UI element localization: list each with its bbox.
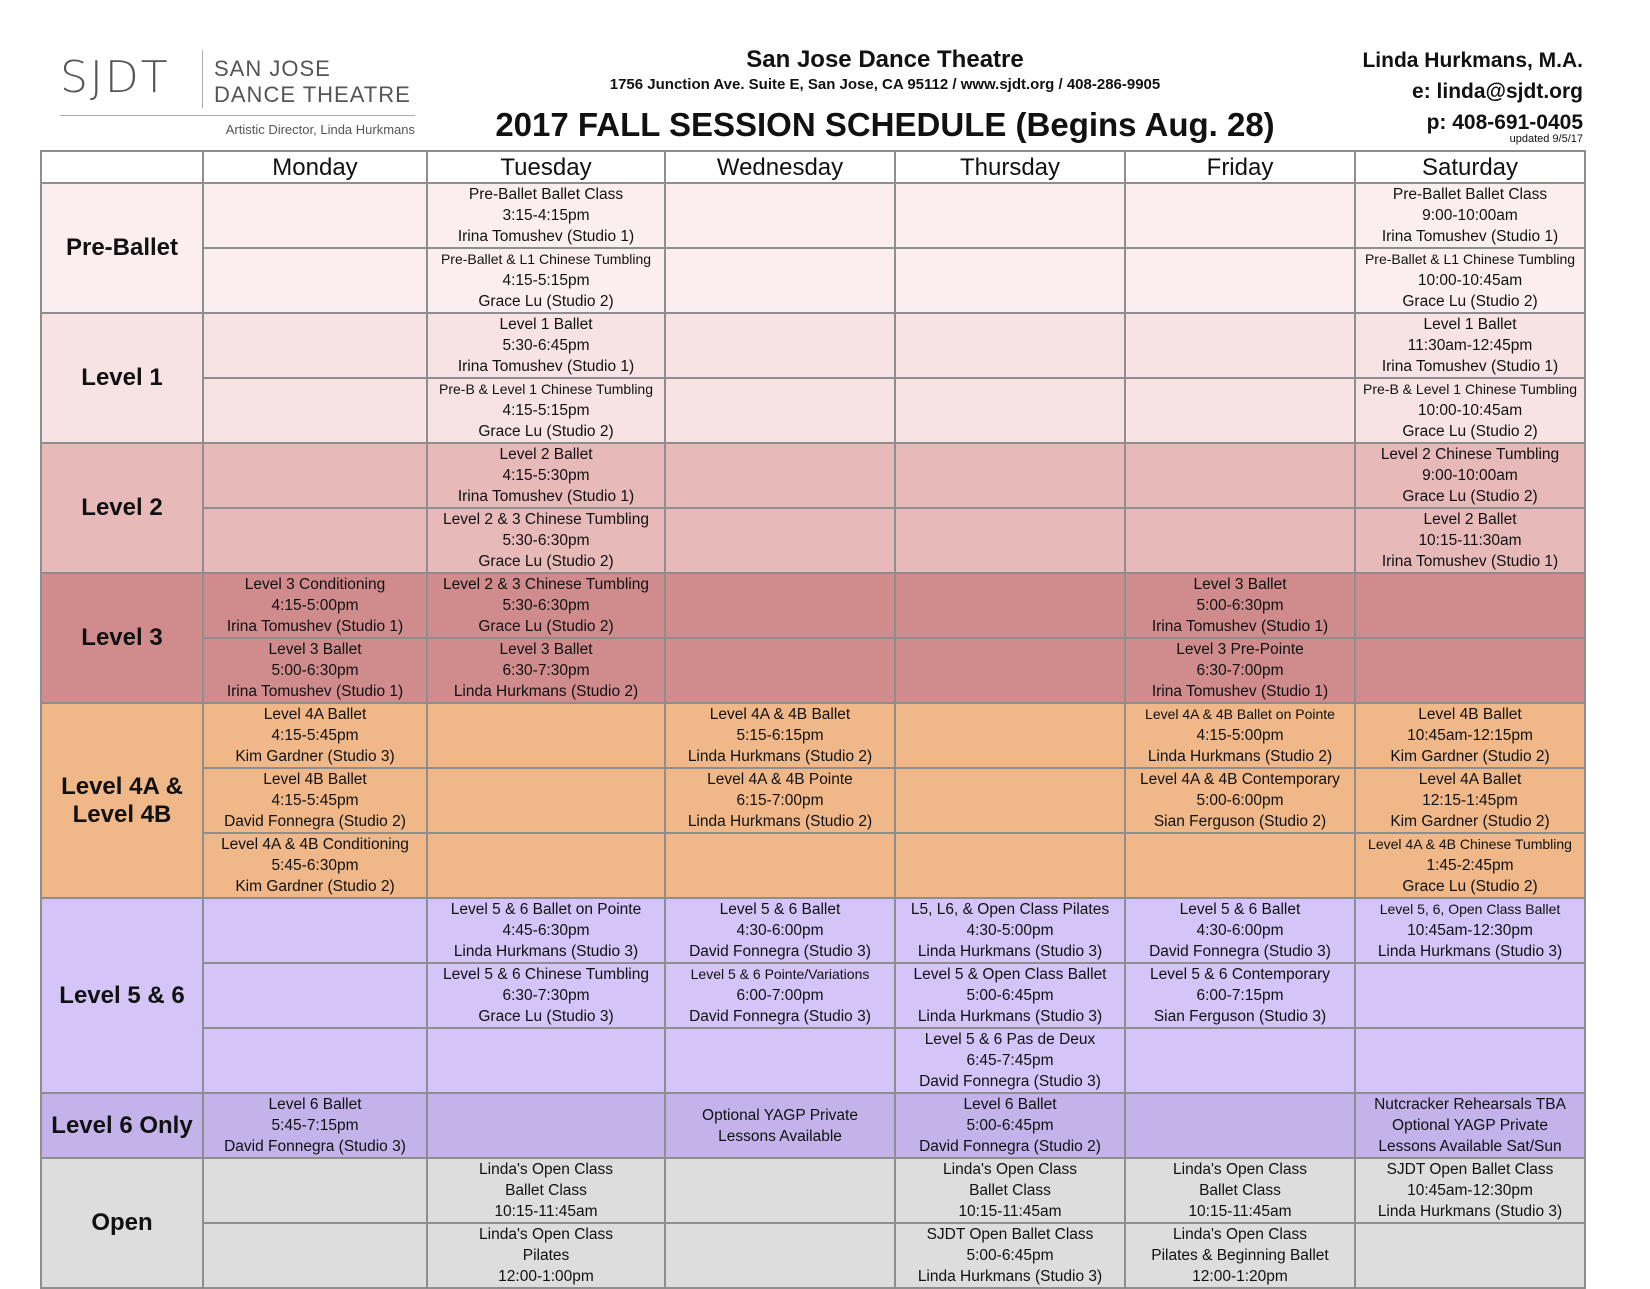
class-cell [1125, 1028, 1355, 1093]
class-name: L5, L6, & Open Class Pilates [910, 901, 1110, 918]
class-detail: 5:30-6:30pm [502, 532, 590, 549]
sjdt-logo [60, 48, 420, 138]
class-detail: 1:45-2:45pm [1426, 857, 1514, 874]
class-detail: 12:15-1:45pm [1422, 792, 1518, 809]
class-cell [665, 313, 895, 378]
class-name: Level 1 Ballet [499, 316, 593, 333]
contact-phone: p: 408-691-0405 [1426, 111, 1583, 134]
class-cell [665, 833, 895, 898]
class-name: Level 5 & 6 Chinese Tumbling [443, 966, 649, 983]
class-detail: 9:00-10:00am [1422, 467, 1518, 484]
class-detail: 6:00-7:00pm [736, 987, 824, 1004]
day-header: Monday [203, 151, 427, 183]
updated-date: updated 9/5/17 [1509, 133, 1583, 145]
class-name: Pre-B & Level 1 Chinese Tumbling [1363, 381, 1577, 397]
class-cell [1125, 183, 1355, 248]
class-cell [427, 638, 665, 703]
schedule-row-level-2 [41, 508, 1585, 573]
class-detail: 12:00-1:20pm [1192, 1268, 1288, 1285]
class-cell [203, 378, 427, 443]
class-detail: 5:45-7:15pm [271, 1117, 359, 1134]
class-cell [1355, 1223, 1585, 1288]
class-name: Level 2 & 3 Chinese Tumbling [443, 576, 649, 593]
class-detail: Grace Lu (Studio 2) [1402, 293, 1538, 310]
class-detail: 5:00-6:45pm [966, 987, 1054, 1004]
class-name: Level 2 Ballet [499, 446, 593, 463]
class-cell [1125, 1093, 1355, 1158]
class-cell [427, 1158, 665, 1223]
class-cell [203, 508, 427, 573]
class-cell [427, 898, 665, 963]
logo-abbr: SJDT [60, 52, 170, 103]
class-name: Level 3 Ballet [499, 641, 593, 658]
logo-divider [202, 50, 203, 108]
class-cell [1125, 963, 1355, 1028]
class-name: Level 3 Ballet [268, 641, 362, 658]
class-detail: Irina Tomushev (Studio 1) [1381, 228, 1559, 245]
schedule-row-level-5-6 [41, 963, 1585, 1028]
class-cell [1355, 1158, 1585, 1223]
class-name: Level 4A & 4B Chinese Tumbling [1368, 836, 1572, 852]
contact-name: Linda Hurkmans, M.A. [1362, 49, 1583, 72]
class-name: Linda's Open Class [479, 1226, 613, 1243]
level-label: Level 1 [41, 313, 203, 443]
class-cell [895, 1028, 1125, 1093]
class-cell [895, 833, 1125, 898]
class-cell [1355, 833, 1585, 898]
class-detail: 10:15-11:45am [1188, 1203, 1292, 1220]
level-label: Open [41, 1158, 203, 1288]
logo-rule [60, 115, 415, 116]
class-cell [1125, 248, 1355, 313]
class-detail: Irina Tomushev (Studio 1) [457, 228, 635, 245]
class-cell [895, 768, 1125, 833]
day-header: Thursday [895, 151, 1125, 183]
class-name: Level 6 Ballet [268, 1096, 362, 1113]
day-header-row [41, 151, 1585, 183]
class-name: SJDT Open Ballet Class [926, 1226, 1094, 1243]
day-header: Wednesday [665, 151, 895, 183]
schedule-row-level-3 [41, 573, 1585, 638]
class-detail: Ballet Class [969, 1182, 1051, 1199]
class-cell [1125, 1158, 1355, 1223]
class-detail: Linda Hurkmans (Studio 3) [1377, 943, 1563, 960]
class-detail: 4:15-5:45pm [271, 727, 359, 744]
class-cell [427, 833, 665, 898]
level-label: Level 6 Only [41, 1093, 203, 1158]
class-name: Level 4B Ballet [1418, 706, 1522, 723]
class-cell [665, 638, 895, 703]
class-name: Level 5, 6, Open Class Ballet [1379, 901, 1561, 917]
class-name: Level 4A & 4B Pointe [707, 771, 853, 788]
schedule-row-level-2 [41, 443, 1585, 508]
class-cell [665, 248, 895, 313]
class-detail: David Fonnegra (Studio 2) [919, 1138, 1101, 1155]
class-cell [1125, 378, 1355, 443]
class-cell [1355, 378, 1585, 443]
class-detail: Irina Tomushev (Studio 1) [1381, 553, 1559, 570]
class-cell [1125, 508, 1355, 573]
class-cell [203, 573, 427, 638]
class-cell [895, 703, 1125, 768]
class-cell [1355, 508, 1585, 573]
class-detail: Linda Hurkmans (Studio 3) [917, 943, 1103, 960]
class-cell [203, 638, 427, 703]
class-detail: 10:45am-12:15pm [1407, 727, 1533, 744]
class-detail: 3:15-4:15pm [502, 207, 590, 224]
class-detail: Grace Lu (Studio 3) [478, 1008, 614, 1025]
class-detail: Linda Hurkmans (Studio 3) [917, 1268, 1103, 1285]
class-cell [1355, 638, 1585, 703]
corner-cell [41, 151, 203, 183]
class-cell [1355, 248, 1585, 313]
class-name: Pre-Ballet & L1 Chinese Tumbling [1364, 251, 1576, 267]
class-cell [427, 768, 665, 833]
class-detail: Irina Tomushev (Studio 1) [1381, 358, 1559, 375]
class-name: Level 4A Ballet [1418, 771, 1522, 788]
class-detail: 12:00-1:00pm [498, 1268, 594, 1285]
class-detail: Ballet Class [505, 1182, 587, 1199]
class-cell [427, 703, 665, 768]
class-detail: David Fonnegra (Studio 3) [224, 1138, 406, 1155]
class-detail: 4:30-6:00pm [1196, 922, 1284, 939]
level-label: Pre-Ballet [41, 183, 203, 313]
class-name: Level 2 Ballet [1423, 511, 1517, 528]
class-detail: Linda Hurkmans (Studio 2) [1147, 748, 1333, 765]
class-name: Level 5 & Open Class Ballet [913, 966, 1107, 983]
class-cell [1125, 768, 1355, 833]
class-cell [203, 898, 427, 963]
class-detail: Irina Tomushev (Studio 1) [226, 618, 404, 635]
class-detail: Linda Hurkmans (Studio 3) [453, 943, 639, 960]
class-detail: 5:15-6:15pm [736, 727, 824, 744]
class-cell [203, 703, 427, 768]
class-cell [203, 1158, 427, 1223]
class-cell [895, 638, 1125, 703]
class-detail: 10:15-11:45am [494, 1203, 598, 1220]
class-detail: Grace Lu (Studio 2) [478, 618, 614, 635]
class-detail: Sian Ferguson (Studio 2) [1153, 813, 1327, 830]
class-detail: 4:30-5:00pm [966, 922, 1054, 939]
class-detail: 6:30-7:00pm [1196, 662, 1284, 679]
class-name: Level 2 & 3 Chinese Tumbling [443, 511, 649, 528]
class-detail: Pilates & Beginning Ballet [1151, 1247, 1329, 1264]
class-detail: 4:15-5:00pm [271, 597, 359, 614]
class-cell [665, 1093, 895, 1158]
class-detail: 6:45-7:45pm [966, 1052, 1054, 1069]
org-address: 1756 Junction Ave. Suite E, San Jose, CA 95112 / www.sjdt.org / 408-286-9905 [609, 76, 1161, 93]
class-name: Level 5 & 6 Ballet [719, 901, 841, 918]
class-cell [895, 573, 1125, 638]
class-cell [427, 248, 665, 313]
class-detail: 5:00-6:30pm [1196, 597, 1284, 614]
logo-line1: SAN JOSE [214, 56, 331, 81]
page-title: 2017 FALL SESSION SCHEDULE (Begins Aug. 28) [495, 106, 1275, 143]
class-cell [427, 1028, 665, 1093]
logo-line2: DANCE THEATRE [214, 82, 411, 107]
class-cell [427, 1223, 665, 1288]
class-name: Level 4A Ballet [263, 706, 367, 723]
class-name: Level 4A & 4B Ballet [709, 706, 851, 723]
class-detail: 11:30am-12:45pm [1407, 337, 1533, 354]
class-cell [895, 1158, 1125, 1223]
class-name: Pre-B & Level 1 Chinese Tumbling [439, 381, 653, 397]
class-cell [203, 443, 427, 508]
class-detail: Grace Lu (Studio 2) [1402, 423, 1538, 440]
class-cell [1125, 833, 1355, 898]
class-cell [1355, 183, 1585, 248]
class-cell [665, 768, 895, 833]
class-detail: Lessons Available [718, 1127, 842, 1145]
class-detail: Ballet Class [1199, 1182, 1281, 1199]
class-name: Linda's Open Class [1173, 1226, 1307, 1243]
class-cell [203, 1223, 427, 1288]
class-name: Level 4A & 4B Conditioning [221, 836, 409, 853]
class-detail: 6:00-7:15pm [1196, 987, 1284, 1004]
class-detail: Linda Hurkmans (Studio 2) [687, 748, 873, 765]
schedule-row-level-1 [41, 378, 1585, 443]
class-name: Linda's Open Class [943, 1161, 1077, 1178]
class-cell [427, 313, 665, 378]
logo-director: Artistic Director, Linda Hurkmans [225, 122, 415, 137]
class-detail: 5:00-6:00pm [1196, 792, 1284, 809]
org-name: San Jose Dance Theatre [746, 46, 1024, 73]
class-detail: 6:30-7:30pm [502, 662, 590, 679]
class-detail: Kim Gardner (Studio 3) [235, 748, 395, 765]
class-detail: 10:45am-12:30pm [1407, 922, 1533, 939]
class-cell [203, 1028, 427, 1093]
class-detail: Kim Gardner (Studio 2) [1390, 748, 1550, 765]
class-detail: 4:30-6:00pm [736, 922, 824, 939]
class-cell [895, 248, 1125, 313]
class-detail: 4:15-5:30pm [502, 467, 590, 484]
class-detail: Irina Tomushev (Studio 1) [457, 488, 635, 505]
class-name: Level 3 Conditioning [244, 576, 386, 593]
class-detail: Kim Gardner (Studio 2) [235, 878, 395, 895]
class-cell [665, 508, 895, 573]
class-cell [427, 378, 665, 443]
schedule-body [41, 183, 1585, 1288]
class-name: Level 6 Ballet [963, 1096, 1057, 1113]
class-detail: Linda Hurkmans (Studio 2) [687, 813, 873, 830]
class-cell [1355, 313, 1585, 378]
class-cell [203, 768, 427, 833]
class-detail: 10:15-11:45am [958, 1203, 1062, 1220]
class-cell [427, 573, 665, 638]
schedule-row-open [41, 1158, 1585, 1223]
class-cell [665, 1028, 895, 1093]
level-label: Level 5 & 6 [41, 898, 203, 1093]
class-name: Level 5 & 6 Ballet [1179, 901, 1301, 918]
class-detail: 4:15-5:00pm [1196, 727, 1284, 744]
level-label: Level 3 [41, 573, 203, 703]
class-detail: Linda Hurkmans (Studio 3) [1377, 1203, 1563, 1220]
class-detail: 6:15-7:00pm [736, 792, 824, 809]
class-detail: 6:30-7:30pm [502, 987, 590, 1004]
class-cell [665, 898, 895, 963]
class-detail: Grace Lu (Studio 2) [478, 553, 614, 570]
level-label: Level 4A & Level 4B [41, 703, 203, 898]
class-cell [203, 1093, 427, 1158]
level-label: Level 2 [41, 443, 203, 573]
class-cell [427, 963, 665, 1028]
class-detail: David Fonnegra (Studio 3) [1149, 943, 1331, 960]
class-cell [1125, 443, 1355, 508]
class-detail: Grace Lu (Studio 2) [478, 423, 614, 440]
class-detail: Lessons Available Sat/Sun [1378, 1138, 1562, 1155]
class-name: Level 1 Ballet [1423, 316, 1517, 333]
class-name: Pre-Ballet Ballet Class [1392, 186, 1548, 203]
class-detail: Irina Tomushev (Studio 1) [1151, 683, 1329, 700]
schedule-row-open [41, 1223, 1585, 1288]
class-detail: Irina Tomushev (Studio 1) [226, 683, 404, 700]
class-detail: David Fonnegra (Studio 2) [224, 813, 406, 830]
class-cell [1355, 1093, 1585, 1158]
class-cell [203, 248, 427, 313]
class-cell [1125, 313, 1355, 378]
schedule-row-level-3 [41, 638, 1585, 703]
class-detail: Kim Gardner (Studio 2) [1390, 813, 1550, 830]
class-name: Level 3 Ballet [1193, 576, 1287, 593]
class-cell [203, 183, 427, 248]
class-detail: 4:15-5:45pm [271, 792, 359, 809]
class-detail: David Fonnegra (Studio 3) [919, 1073, 1101, 1090]
class-cell [895, 378, 1125, 443]
class-cell [1125, 638, 1355, 703]
class-name: SJDT Open Ballet Class [1386, 1161, 1554, 1178]
class-cell [1355, 768, 1585, 833]
class-cell [665, 1158, 895, 1223]
schedule-row-level-6-only [41, 1093, 1585, 1158]
schedule-row-level-1 [41, 313, 1585, 378]
class-name: Level 5 & 6 Contemporary [1149, 966, 1331, 983]
class-detail: 4:45-6:30pm [502, 922, 590, 939]
schedule-row-level-5-6 [41, 1028, 1585, 1093]
class-detail: Irina Tomushev (Studio 1) [1151, 618, 1329, 635]
class-cell [665, 573, 895, 638]
class-name: Level 4B Ballet [263, 771, 367, 788]
class-cell [1125, 573, 1355, 638]
schedule-table [40, 150, 1586, 1289]
contact-email: e: linda@sjdt.org [1412, 80, 1583, 103]
class-detail: 4:15-5:15pm [502, 402, 590, 419]
schedule-row-level-4a-4b [41, 768, 1585, 833]
class-cell [427, 1093, 665, 1158]
class-detail: Linda Hurkmans (Studio 2) [453, 683, 639, 700]
class-name: Level 3 Pre-Pointe [1176, 641, 1304, 658]
class-cell [895, 963, 1125, 1028]
schedule-row-level-5-6 [41, 898, 1585, 963]
class-detail: Grace Lu (Studio 2) [1402, 878, 1538, 895]
class-detail: 9:00-10:00am [1422, 207, 1518, 224]
class-cell [203, 833, 427, 898]
class-detail: 5:30-6:45pm [502, 337, 590, 354]
class-detail: David Fonnegra (Studio 3) [689, 1008, 871, 1025]
day-header: Saturday [1355, 151, 1585, 183]
class-name: Level 5 & 6 Ballet on Pointe [450, 901, 642, 918]
class-name: Level 4A & 4B Ballet on Pointe [1145, 706, 1335, 722]
class-name: Level 5 & 6 Pointe/Variations [690, 966, 870, 982]
class-name: Level 5 & 6 Pas de Deux [924, 1031, 1096, 1048]
class-detail: 5:00-6:45pm [966, 1247, 1054, 1264]
class-cell [665, 378, 895, 443]
class-cell [427, 183, 665, 248]
class-cell [665, 183, 895, 248]
class-cell [1355, 573, 1585, 638]
class-name: Level 4A & 4B Contemporary [1140, 771, 1340, 788]
class-cell [427, 508, 665, 573]
day-header: Friday [1125, 151, 1355, 183]
class-detail: 5:30-6:30pm [502, 597, 590, 614]
class-detail: Grace Lu (Studio 2) [478, 293, 614, 310]
class-cell [665, 1223, 895, 1288]
class-cell [1355, 443, 1585, 508]
class-cell [895, 313, 1125, 378]
class-cell [1125, 703, 1355, 768]
class-name: Pre-Ballet & L1 Chinese Tumbling [440, 251, 652, 267]
class-cell [427, 443, 665, 508]
class-name: Linda's Open Class [1173, 1161, 1307, 1178]
class-cell [895, 508, 1125, 573]
schedule-row-pre-ballet [41, 248, 1585, 313]
class-detail: 10:45am-12:30pm [1407, 1182, 1533, 1199]
class-cell [895, 443, 1125, 508]
class-cell [895, 183, 1125, 248]
class-detail: David Fonnegra (Studio 3) [689, 943, 871, 960]
class-name: Pre-Ballet Ballet Class [468, 186, 624, 203]
class-detail: Optional YAGP Private [1392, 1117, 1548, 1134]
class-cell [665, 443, 895, 508]
class-detail: Grace Lu (Studio 2) [1402, 488, 1538, 505]
class-cell [1355, 963, 1585, 1028]
class-cell [1355, 1028, 1585, 1093]
class-detail: 5:45-6:30pm [271, 857, 359, 874]
schedule-row-level-4a-4b [41, 833, 1585, 898]
class-cell [895, 1093, 1125, 1158]
schedule-row-level-4a-4b [41, 703, 1585, 768]
class-name: Nutcracker Rehearsals TBA [1374, 1096, 1566, 1113]
class-detail: 10:15-11:30am [1418, 532, 1522, 549]
class-detail: Irina Tomushev (Studio 1) [457, 358, 635, 375]
class-name: Optional YAGP Private [702, 1106, 858, 1124]
class-detail: 10:00-10:45am [1417, 402, 1523, 419]
class-detail: 4:15-5:15pm [502, 272, 590, 289]
class-detail: Pilates [522, 1247, 570, 1264]
class-cell [665, 963, 895, 1028]
class-detail: 5:00-6:45pm [966, 1117, 1054, 1134]
class-name: Linda's Open Class [479, 1161, 613, 1178]
class-cell [895, 898, 1125, 963]
class-detail: Sian Ferguson (Studio 3) [1153, 1008, 1327, 1025]
class-cell [203, 963, 427, 1028]
class-cell [1355, 703, 1585, 768]
class-cell [203, 313, 427, 378]
schedule-row-pre-ballet [41, 183, 1585, 248]
class-detail: 5:00-6:30pm [271, 662, 359, 679]
class-cell [1125, 898, 1355, 963]
class-cell [1125, 1223, 1355, 1288]
class-cell [665, 703, 895, 768]
class-name: Level 2 Chinese Tumbling [1380, 446, 1560, 463]
class-detail: Linda Hurkmans (Studio 3) [917, 1008, 1103, 1025]
class-cell [895, 1223, 1125, 1288]
day-header: Tuesday [427, 151, 665, 183]
class-cell [1355, 898, 1585, 963]
class-detail: 10:00-10:45am [1417, 272, 1523, 289]
